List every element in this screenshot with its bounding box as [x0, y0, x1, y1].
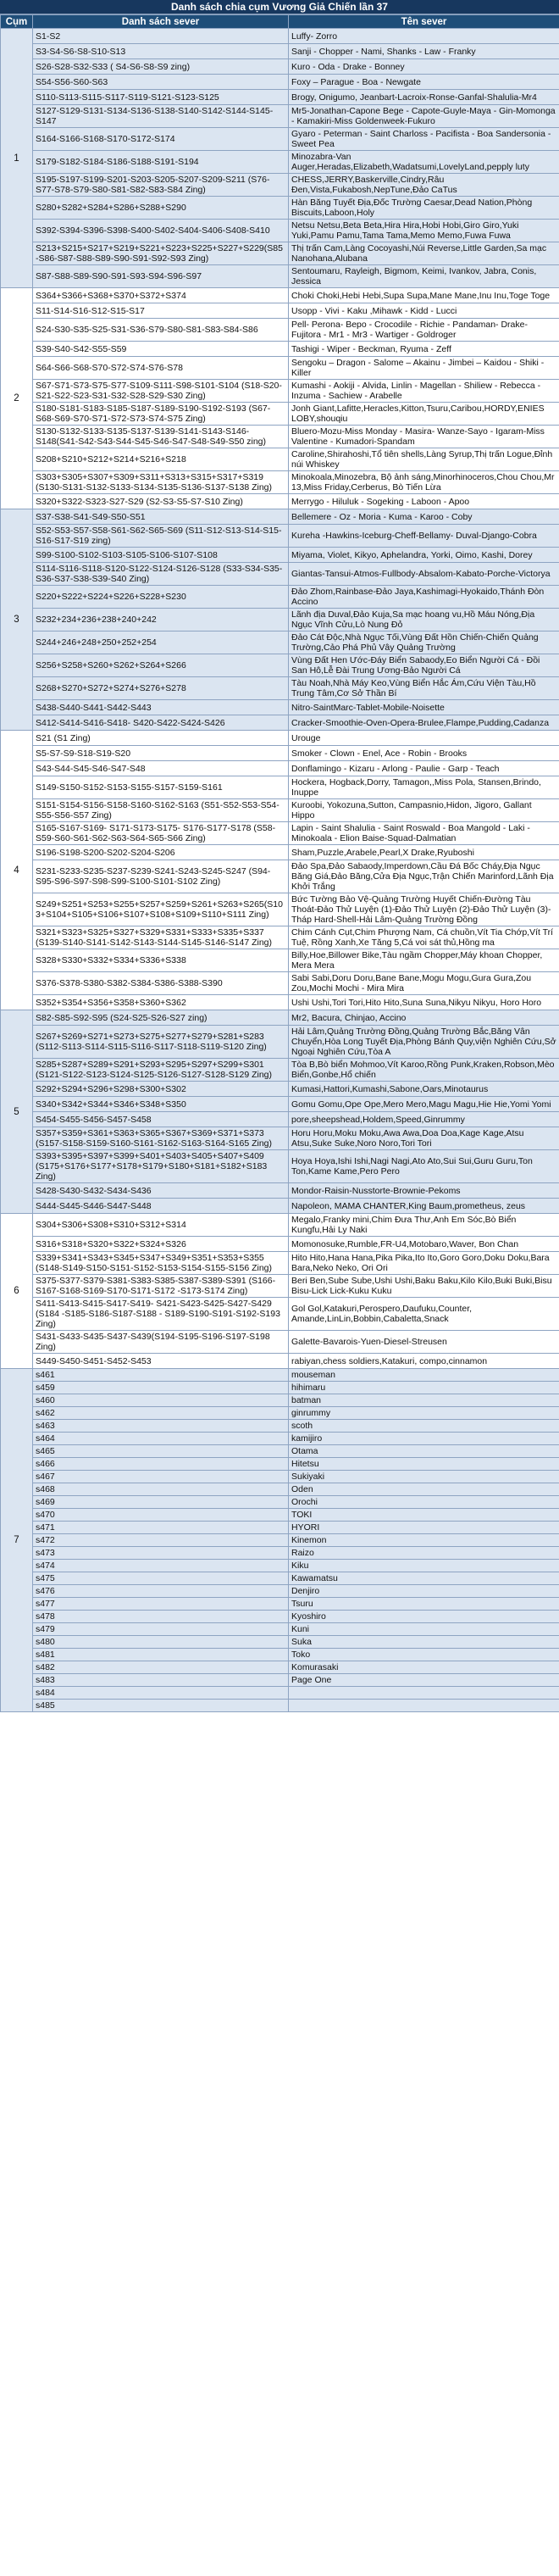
server-name-cell: Sengoku – Dragon - Salome – Akainu - Jimbei – Kaidou - Shiki - Killer — [289, 357, 559, 380]
server-list-cell: S114-S116-S118-S120-S122-S124-S126-S128 (S33-S34-S35-S36-S37-S38-S39-S40 Zing) — [33, 563, 289, 586]
server-list-cell: S54-S56-S60-S63 — [33, 75, 289, 90]
server-list-cell: S149-S150-S152-S153-S155-S157-S159-S161 — [33, 776, 289, 799]
table-row — [1, 1509, 559, 1522]
table-row — [1, 1275, 559, 1298]
server-name-cell: Tashigi - Wiper - Beckman, Ryuma - Zeff — [289, 342, 559, 357]
table-row — [1, 949, 559, 972]
server-list-cell: S256+S258+S260+S262+S264+S266 — [33, 654, 289, 677]
server-name-cell: Komurasaki — [289, 1661, 559, 1674]
server-name-cell: Chim Cánh Cụt,Chim Phượng Nam, Cá chuồn,Vít Tia Chớp,Vít Trí Tuệ, Rồng Xanh,Xe Tăng 5,Cá voi sát thủ,Hồng ma — [289, 926, 559, 949]
server-list-cell: S37-S38-S41-S49-S50-S51 — [33, 509, 289, 525]
header-servers: Danh sách sever — [33, 15, 289, 29]
table-row — [1, 319, 559, 342]
server-list-cell: S393+S395+S397+S399+S401+S403+S405+S407+S409 (S175+S176+S177+S178+S179+S180+S181+S182+S183 Zing) — [33, 1150, 289, 1183]
server-name-cell: Foxy – Parague - Boa - Newgate — [289, 75, 559, 90]
table-row — [1, 1636, 559, 1649]
server-list-cell: s475 — [33, 1572, 289, 1585]
server-list-cell: s459 — [33, 1382, 289, 1394]
server-name-cell: Horu Horu,Moku Moku,Awa Awa,Doa Doa,Kage Kage,Atsu Atsu,Suke Suke,Noro Noro,Tori Tori — [289, 1127, 559, 1150]
server-name-cell: Thị trấn Cam,Làng Cocoyashi,Núi Reverse,Little Garden,Sa mạc Nanohana,Alubana — [289, 242, 559, 265]
table-body — [1, 29, 559, 1712]
table-row — [1, 494, 559, 509]
server-list-cell: S411-S413-S415-S417-S419- S421-S423-S425-S427-S429 (S184 -S185-S186-S187-S188 - S189-S190-S191-S192-S193 Zing) — [33, 1298, 289, 1331]
table-row — [1, 972, 559, 995]
server-list-cell: s478 — [33, 1611, 289, 1623]
table-row — [1, 563, 559, 586]
server-name-cell: Hitetsu — [289, 1458, 559, 1471]
server-name-cell: Kuroobi, Yokozuna,Sutton, Campasnio,Hidon, Jigoro, Gallant Hippo — [289, 799, 559, 822]
table-row — [1, 1150, 559, 1183]
table-row — [1, 380, 559, 403]
server-list-cell: S5-S7-S9-S18-S19-S20 — [33, 746, 289, 761]
server-list-cell: S26-S28-S32-S33 ( S4-S6-S8-S9 zing) — [33, 59, 289, 75]
table-row — [1, 822, 559, 845]
cluster-number: 7 — [1, 1369, 33, 1712]
table-row — [1, 1369, 559, 1382]
server-list-cell: S316+S318+S320+S322+S324+S326 — [33, 1237, 289, 1252]
table-row — [1, 677, 559, 700]
header-names: Tên sever — [289, 15, 559, 29]
table-row — [1, 1199, 559, 1214]
server-name-cell: Kawamatsu — [289, 1572, 559, 1585]
table-row — [1, 715, 559, 731]
server-name-cell: Brogy, Onigumo, Jeanbart-Lacroix-Ronse-Ganfal-Shalulia-Mr4 — [289, 90, 559, 105]
server-list-cell: S340+S342+S344+S346+S348+S350 — [33, 1097, 289, 1112]
server-list-cell: S352+S354+S356+S358+S360+S362 — [33, 995, 289, 1010]
server-name-cell: Gol Gol,Katakuri,Perospero,Daufuku,Counter, Amande,LinLin,Bobbin,Cabaletta,Snack — [289, 1298, 559, 1331]
server-list-cell: s471 — [33, 1522, 289, 1534]
table-row — [1, 893, 559, 926]
server-list-cell: S267+S269+S271+S273+S275+S277+S279+S281+S283 (S112-S113-S114-S115-S116-S117-S118-S119-S120 Zing) — [33, 1026, 289, 1059]
server-list-cell: S213+S215+S217+S219+S221+S223+S225+S227+S229(S85-S86-S87-S88-S89-S90-S91-S92-S93 Zing) — [33, 242, 289, 265]
table-row — [1, 609, 559, 631]
server-name-cell: Page One — [289, 1674, 559, 1687]
server-name-cell: Minozabra-Van Auger,Heradas,Elizabeth,Wadatsumi,LovelyLand,pepply luty — [289, 151, 559, 174]
server-name-cell: Đảo Zhom,Rainbase-Đảo Jaya,Kashimagi-Hyokaido,Thánh Đòn Accino — [289, 586, 559, 609]
server-list-cell: S11-S14-S16-S12-S15-S17 — [33, 303, 289, 319]
table-row — [1, 1026, 559, 1059]
server-name-cell: Vùng Đất Hen Ước-Đáy Biển Sabaody,Eo Biển Người Cá - Đồi San Hô,Lễ Đài Trung Ương-Bảo Người Cá — [289, 654, 559, 677]
server-name-cell: pore,sheepshead,Holdem,Speed,Ginrummy — [289, 1112, 559, 1127]
server-list-cell: S21 (S1 Zing) — [33, 731, 289, 746]
table-row — [1, 471, 559, 494]
server-list-cell: S376-S378-S380-S382-S384-S386-S388-S390 — [33, 972, 289, 995]
server-name-cell: Jonh Giant,Lafitte,Heracles,Kitton,Tsuru,Caribou,HORDY,ENIES LOBY,shouqiu — [289, 403, 559, 426]
table-row — [1, 448, 559, 471]
table-row — [1, 1560, 559, 1572]
server-name-cell: Luffy- Zorro — [289, 29, 559, 44]
server-name-cell: Miyama, Violet, Kikyo, Aphelandra, Yorki, Oimo, Kashi, Dorey — [289, 548, 559, 563]
server-list-cell: S165-S167-S169- S171-S173-S175- S176-S177-S178 (S58-S59-S60-S61-S62-S63-S64-S65-S66 Zing) — [33, 822, 289, 845]
server-name-cell: Galette-Bavarois-Yuen-Diesel-Streusen — [289, 1331, 559, 1354]
server-name-cell: Đảo Cát Độc,Nhà Ngục Tối,Vùng Đất Hồn Chiến-Chiến Quảng Trường,Cảo Phá Phủ Vây Quảng Trường — [289, 631, 559, 654]
server-list-cell: S195-S197-S199-S201-S203-S205-S207-S209-S211 (S76-S77-S78-S79-S80-S81-S82-S83-S84 Zing) — [33, 174, 289, 197]
server-list-cell: s460 — [33, 1394, 289, 1407]
server-list-cell: S24-S30-S35-S25-S31-S36-S79-S80-S81-S83-S84-S86 — [33, 319, 289, 342]
server-name-cell: Minokoala,Minozebra, Bộ ảnh sáng,Minorhinoceros,Chou Chou,Mr 13,Miss Friday,Cerberus, Bò Tiến Lừa — [289, 471, 559, 494]
server-list-cell: S208+S210+S212+S214+S216+S218 — [33, 448, 289, 471]
table-row — [1, 761, 559, 776]
table-row — [1, 90, 559, 105]
server-name-cell: HYORI — [289, 1522, 559, 1534]
server-name-cell: TOKI — [289, 1509, 559, 1522]
server-name-cell: Tòa B,Bò biển Mohmoo,Vít Karoo,Rồng Punk,Kraken,Robson,Mèo Biển,Gonbe,Hổ chiến — [289, 1059, 559, 1082]
table-row — [1, 1496, 559, 1509]
cluster-number: 1 — [1, 29, 33, 288]
server-list-cell: S339+S341+S343+S345+S347+S349+S351+S353+S355 (S148-S149-S150-S151-S152-S153-S154-S155-S156 Zing) — [33, 1252, 289, 1275]
server-list-cell: s479 — [33, 1623, 289, 1636]
server-name-cell: Mr2, Bacura, Chinjao, Accino — [289, 1010, 559, 1026]
server-list-cell: S151-S154-S156-S158-S160-S162-S163 (S51-S52-S53-S54-S55-S56-S57 Zing) — [33, 799, 289, 822]
server-name-cell: Oden — [289, 1483, 559, 1496]
server-name-cell: Kumasi,Hattori,Kumashi,Sabone,Oars,Minotaurus — [289, 1082, 559, 1097]
table-row — [1, 860, 559, 893]
table-row — [1, 586, 559, 609]
server-list-cell: s476 — [33, 1585, 289, 1598]
table-row — [1, 75, 559, 90]
server-name-cell: Raizo — [289, 1547, 559, 1560]
server-list-cell: S164-S166-S168-S170-S172-S174 — [33, 128, 289, 151]
server-list-cell: S412-S414-S416-S418- S420-S422-S424-S426 — [33, 715, 289, 731]
table-row — [1, 1471, 559, 1483]
table-row — [1, 151, 559, 174]
table-row — [1, 1585, 559, 1598]
server-list-cell: S304+S306+S308+S310+S312+S314 — [33, 1214, 289, 1237]
server-name-cell: Gyaro - Peterman - Saint Charloss - Pacifista - Boa Sandersonia - Sweet Pea — [289, 128, 559, 151]
server-list-cell: S449-S450-S451-S452-S453 — [33, 1354, 289, 1369]
server-name-cell: Kuro - Oda - Drake - Bonney — [289, 59, 559, 75]
table-row — [1, 1394, 559, 1407]
server-name-cell: Suka — [289, 1636, 559, 1649]
server-list-cell: S285+S287+S289+S291+S293+S295+S297+S299+S301 (S121-S122-S123-S124-S125-S126-S127-S128-S129 Zing) — [33, 1059, 289, 1082]
table-row — [1, 845, 559, 860]
server-name-cell: scoth — [289, 1420, 559, 1433]
server-list-cell: s472 — [33, 1534, 289, 1547]
table-row — [1, 926, 559, 949]
table-row — [1, 403, 559, 426]
table-row — [1, 654, 559, 677]
server-name-cell: Sukiyaki — [289, 1471, 559, 1483]
table-row — [1, 426, 559, 448]
cluster-number: 5 — [1, 1010, 33, 1214]
table-row — [1, 731, 559, 746]
table-row — [1, 1572, 559, 1585]
table-row — [1, 1237, 559, 1252]
server-list-cell: S444-S445-S446-S447-S448 — [33, 1199, 289, 1214]
server-list-cell: S3-S4-S6-S8-S10-S13 — [33, 44, 289, 59]
server-name-cell: Beri Ben,Sube Sube,Ushi Ushi,Baku Baku,Kilo Kilo,Buki Buki,Bisu Bisu-Lick Lick-Kuku Kuku — [289, 1275, 559, 1298]
server-name-cell: Kumashi - Aokiji - Alvida, Linlin - Magellan - Shiliew - Rebecca - Inzuma - Sachiew - Arabelle — [289, 380, 559, 403]
server-name-cell: CHESS,JERRY,Baskerville,Cindry,Râu Đen,Vista,Fukabosh,NepTune,Đảo CaTus — [289, 174, 559, 197]
header-cluster: Cụm — [1, 15, 33, 29]
server-name-cell: Megalo,Franky mini,Chim Đưa Thư,Anh Em Sóc,Bò Biển Kungfu,Hải Ly Naki — [289, 1214, 559, 1237]
table-row — [1, 746, 559, 761]
server-list-cell: s467 — [33, 1471, 289, 1483]
table-row — [1, 1483, 559, 1496]
table-row — [1, 1331, 559, 1354]
server-name-cell: mouseman — [289, 1369, 559, 1382]
table-row — [1, 1112, 559, 1127]
server-name-cell: Toko — [289, 1649, 559, 1661]
table-row — [1, 995, 559, 1010]
server-list-cell: s483 — [33, 1674, 289, 1687]
server-name-cell: Denjiro — [289, 1585, 559, 1598]
table-row — [1, 1623, 559, 1636]
server-name-cell: Kiku — [289, 1560, 559, 1572]
table-row — [1, 357, 559, 380]
server-list-cell: S328+S330+S332+S334+S336+S338 — [33, 949, 289, 972]
server-list-cell: s481 — [33, 1649, 289, 1661]
server-list-cell: S220+S222+S224+S226+S228+S230 — [33, 586, 289, 609]
server-name-cell: Mr5-Jonathan-Capone Bege - Capote-Guyle-Maya - Gin-Momonga - Kamakiri-Miss Goldenweek-Fukuro — [289, 105, 559, 128]
server-list-cell: S454-S455-S456-S457-S458 — [33, 1112, 289, 1127]
table-row — [1, 44, 559, 59]
cluster-number: 3 — [1, 509, 33, 731]
table-row — [1, 220, 559, 242]
server-list-cell: S179-S182-S184-S186-S188-S191-S194 — [33, 151, 289, 174]
server-name-cell: Momonosuke,Rumble,FR-U4,Motobaro,Waver, Bon Chan — [289, 1237, 559, 1252]
cluster-table — [0, 14, 559, 1712]
server-name-cell: Sanji - Chopper - Nami, Shanks - Law - Franky — [289, 44, 559, 59]
table-row — [1, 1298, 559, 1331]
table-row — [1, 1214, 559, 1237]
server-list-cell: S280+S282+S284+S286+S288+S290 — [33, 197, 289, 220]
server-list-cell: s464 — [33, 1433, 289, 1445]
server-name-cell: Hito Hito,Hana Hana,Pika Pika,Ito Ito,Goro Goro,Doku Doku,Bara Bara,Neko Neko, Ori Ori — [289, 1252, 559, 1275]
server-list-cell: s477 — [33, 1598, 289, 1611]
server-list-cell: S1-S2 — [33, 29, 289, 44]
server-name-cell: Đảo Spa,Đảo Sabaody,Imperdown,Cầu Đá Bốc Cháy,Địa Ngục Băng Giá,Đảo Băng,Cửa Địa Ngục,Trận Chiến Marinford,Lãnh Địa Khởi Trắng — [289, 860, 559, 893]
header-row — [1, 15, 559, 29]
table-row — [1, 1420, 559, 1433]
server-name-cell: Orochi — [289, 1496, 559, 1509]
server-list-cell: S52-S53-S57-S58-S61-S62-S65-S69 (S11-S12-S13-S14-S15-S16-S17-S19 zing) — [33, 525, 289, 548]
server-name-cell: Bellemere - Oz - Moria - Kuma - Karoo - Coby — [289, 509, 559, 525]
cluster-number: 2 — [1, 288, 33, 509]
server-list-cell: S232+234+236+238+240+242 — [33, 609, 289, 631]
server-name-cell: kamijiro — [289, 1433, 559, 1445]
server-name-cell: ginrummy — [289, 1407, 559, 1420]
server-name-cell: Tàu Noah,Nhà Máy Keo,Vùng Biển Hắc Ám,Cứu Viện Tàu,Hồ Trung Tâm,Cơ Sở Thần Bí — [289, 677, 559, 700]
server-list-cell: S99-S100-S102-S103-S105-S106-S107-S108 — [33, 548, 289, 563]
server-list-cell: S249+S251+S253+S255+S257+S259+S261+S263+S265(S103+S104+S105+S106+S107+S108+S109+S110+S111 Zing) — [33, 893, 289, 926]
server-list-cell: S82-S85-S92-S95 (S24-S25-S26-S27 zing) — [33, 1010, 289, 1026]
table-row — [1, 1433, 559, 1445]
page-title: Danh sách chia cụm Vương Giả Chiến lần 37 — [0, 0, 559, 14]
table-row — [1, 59, 559, 75]
table-row — [1, 288, 559, 303]
table-row — [1, 631, 559, 654]
server-name-cell: Kyoshiro — [289, 1611, 559, 1623]
server-name-cell: Bức Tường Bảo Vệ-Quảng Trường Huyết Chiến-Đường Tàu Thoát-Đảo Thử Luyện (1)-Đảo Thử Luyện (2)-Đảo Thử Luyện (3)-Tháp Hard-Shell-Hải Lâm-Quảng Trường Đồng — [289, 893, 559, 926]
server-name-cell: Merrygo - Hiluluk - Sogeking - Laboon - Apoo — [289, 494, 559, 509]
table-row — [1, 776, 559, 799]
table-row — [1, 1687, 559, 1700]
table-row — [1, 1674, 559, 1687]
table-row — [1, 700, 559, 715]
cluster-number: 4 — [1, 731, 33, 1010]
server-name-cell: Kuni — [289, 1623, 559, 1636]
server-name-cell — [289, 1700, 559, 1712]
table-row — [1, 1534, 559, 1547]
server-list-cell: s473 — [33, 1547, 289, 1560]
server-list-cell: s469 — [33, 1496, 289, 1509]
table-row — [1, 1082, 559, 1097]
server-list-cell: S127-S129-S131-S134-S136-S138-S140-S142-S144-S145-S147 — [33, 105, 289, 128]
server-name-cell: Usopp - Vivi - Kaku ,Mihawk - Kidd - Lucci — [289, 303, 559, 319]
table-row — [1, 29, 559, 44]
table-row — [1, 1661, 559, 1674]
server-name-cell: Kureha -Hawkins-Iceburg-Cheff-Bellamy- Duval-Django-Cobra — [289, 525, 559, 548]
server-list-cell: S428-S430-S432-S434-S436 — [33, 1183, 289, 1199]
server-list-cell: s468 — [33, 1483, 289, 1496]
table-row — [1, 265, 559, 288]
server-list-cell: s462 — [33, 1407, 289, 1420]
server-name-cell: Pell- Perona- Bepo - Crocodile - Richie - Pandaman- Drake-Fujitora - Mr1 - Mr3 - Wartiger - Goldroger — [289, 319, 559, 342]
table-row — [1, 242, 559, 265]
server-list-cell: s466 — [33, 1458, 289, 1471]
server-name-cell: Giantas-Tansui-Atmos-Fullbody-Absalom-Kabato-Porche-Victorya — [289, 563, 559, 586]
cluster-number: 6 — [1, 1214, 33, 1369]
server-name-cell: Nitro-SaintMarc-Tablet-Mobile-Noisette — [289, 700, 559, 715]
server-list-cell: S64-S66-S68-S70-S72-S74-S76-S78 — [33, 357, 289, 380]
server-list-cell: s465 — [33, 1445, 289, 1458]
table-row — [1, 128, 559, 151]
table-row — [1, 174, 559, 197]
server-name-cell: Tsuru — [289, 1598, 559, 1611]
table-row — [1, 509, 559, 525]
server-name-cell: Caroline,Shirahoshi,Tổ tiên shells,Làng Syrup,Thị trấn Logue,Đỉnh núi Whiskey — [289, 448, 559, 471]
table-row — [1, 548, 559, 563]
server-name-cell: Sentoumaru, Rayleigh, Bigmom, Keimi, Ivankov, Jabra, Conis, Jessica — [289, 265, 559, 288]
table-row — [1, 1382, 559, 1394]
server-list-cell: S196-S198-S200-S202-S204-S206 — [33, 845, 289, 860]
server-list-cell: s485 — [33, 1700, 289, 1712]
server-name-cell: Lapin - Saint Shalulia - Saint Roswald - Boa Mangold - Laki - Minokoala - Elion Baise-Squad-Dalmatian — [289, 822, 559, 845]
table-row — [1, 1598, 559, 1611]
table-row — [1, 1059, 559, 1082]
server-name-cell: Netsu Netsu,Beta Beta,Hira Hira,Hobi Hobi,Giro Giro,Yuki Yuki,Pamu Pamu,Tama Tama,Memo Memo,Fuwa Fuwa — [289, 220, 559, 242]
table-row — [1, 1252, 559, 1275]
server-name-cell: Otama — [289, 1445, 559, 1458]
server-name-cell: Cracker-Smoothie-Oven-Opera-Brulee,Flampe,Pudding,Cadanza — [289, 715, 559, 731]
table-row — [1, 1445, 559, 1458]
server-list-cell: S438-S440-S441-S442-S443 — [33, 700, 289, 715]
table-row — [1, 1010, 559, 1026]
table-row — [1, 1700, 559, 1712]
table-row — [1, 799, 559, 822]
server-list-cell: S87-S88-S89-S90-S91-S93-S94-S96-S97 — [33, 265, 289, 288]
server-list-cell: S244+246+248+250+252+254 — [33, 631, 289, 654]
table-row — [1, 525, 559, 548]
server-name-cell: Hockera, Hogback,Dorry, Tamagon,,Miss Pola, Stansen,Brindo, Inuppe — [289, 776, 559, 799]
table-row — [1, 1611, 559, 1623]
server-list-cell: S268+S270+S272+S274+S276+S278 — [33, 677, 289, 700]
server-list-cell: S321+S323+S325+S327+S329+S331+S333+S335+S337 (S139-S140-S141-S142-S143-S144-S145-S146-S147 Zing) — [33, 926, 289, 949]
table-row — [1, 1183, 559, 1199]
server-list-cell: S180-S181-S183-S185-S187-S189-S190-S192-S193 (S67-S68-S69-S70-S71-S72-S73-S74-S75 Zing) — [33, 403, 289, 426]
server-name-cell: Donflamingo - Kizaru - Arlong - Paulie - Garp - Teach — [289, 761, 559, 776]
server-list-cell: S375-S377-S379-S381-S383-S385-S387-S389-S391 (S166-S167-S168-S169-S170-S171-S172 -S173-S174 Zing) — [33, 1275, 289, 1298]
server-name-cell: Ushi Ushi,Tori Tori,Hito Hito,Suna Suna,Nikyu Nikyu, Horo Horo — [289, 995, 559, 1010]
server-list-cell: s463 — [33, 1420, 289, 1433]
server-name-cell: rabiyan,chess soldiers,Katakuri, compo,cinnamon — [289, 1354, 559, 1369]
server-list-cell: S39-S40-S42-S55-S59 — [33, 342, 289, 357]
server-name-cell: Kinemon — [289, 1534, 559, 1547]
table-row — [1, 303, 559, 319]
server-list-cell: S67-S71-S73-S75-S77-S109-S111-S98-S101-S104 (S18-S20-S21-S22-S23-S31-S32-S28-S29-S30 Zing) — [33, 380, 289, 403]
server-name-cell: Billy,Hoe,Billower Bike,Tàu ngầm Chopper,Máy khoan Chopper, Mera Mera — [289, 949, 559, 972]
server-name-cell: batman — [289, 1394, 559, 1407]
server-list-cell: s484 — [33, 1687, 289, 1700]
server-name-cell — [289, 1687, 559, 1700]
server-list-cell: S303+S305+S307+S309+S311+S313+S315+S317+S319 (S130-S131-S132-S133-S134-S135-S136-S137-S138 Zing) — [33, 471, 289, 494]
server-list-cell: s480 — [33, 1636, 289, 1649]
server-name-cell: Sabi Sabi,Doru Doru,Bane Bane,Mogu Mogu,Gura Gura,Zou Zou,Mochi Mochi - Mira Mira — [289, 972, 559, 995]
server-name-cell: Bluero-Mozu-Miss Monday - Masira- Wanze-Sayo - Igaram-Miss Valentine - Kumadori-Spandam — [289, 426, 559, 448]
server-name-cell: Choki Choki,Hebi Hebi,Supa Supa,Mane Mane,Inu Inu,Toge Toge — [289, 288, 559, 303]
server-name-cell: Mondor-Raisin-Nusstorte-Brownie-Pekoms — [289, 1183, 559, 1199]
server-list-cell: s482 — [33, 1661, 289, 1674]
server-list-cell: S431-S433-S435-S437-S439(S194-S195-S196-S197-S198 Zing) — [33, 1331, 289, 1354]
server-list-cell: S110-S113-S115-S117-S119-S121-S123-S125 — [33, 90, 289, 105]
server-list-cell: S320+S322-S323-S27-S29 (S2-S3-S5-S7-S10 Zing) — [33, 494, 289, 509]
server-name-cell: Gomu Gomu,Ope Ope,Mero Mero,Magu Magu,Hie Hie,Yomi Yomi — [289, 1097, 559, 1112]
server-name-cell: Sham,Puzzle,Arabele,Pearl,X Drake,Ryuboshi — [289, 845, 559, 860]
server-name-cell: Hải Lâm,Quảng Trường Đồng,Quảng Trường Bắc,Băng Vân Chuyển,Hòa Long Tuyết Địa,Phòng Bánh Quy,viện Nghiên Cứu,Sở Ngoại Nghiên Cứu,Tòa A — [289, 1026, 559, 1059]
server-list-cell: s474 — [33, 1560, 289, 1572]
server-name-cell: Smoker - Clown - Enel, Ace - Robin - Brooks — [289, 746, 559, 761]
server-name-cell: Napoleon, MAMA CHANTER,King Baum,prometheus, zeus — [289, 1199, 559, 1214]
server-list-cell: s461 — [33, 1369, 289, 1382]
table-row — [1, 1097, 559, 1112]
server-list-cell: S292+S294+S296+S298+S300+S302 — [33, 1082, 289, 1097]
server-list-cell: S43-S44-S45-S46-S47-S48 — [33, 761, 289, 776]
server-list-cell: S130-S132-S133-S135-S137-S139-S141-S143-S146-S148(S41-S42-S43-S44-S45-S46-S47-S48-S49-S50 zing) — [33, 426, 289, 448]
server-name-cell: Hàn Băng Tuyết Địa,Đốc Trường Caesar,Dead Nation,Phòng Biscuits,Laboon,Holy — [289, 197, 559, 220]
server-name-cell: hihimaru — [289, 1382, 559, 1394]
table-row — [1, 1127, 559, 1150]
table-row — [1, 342, 559, 357]
table-row — [1, 1458, 559, 1471]
server-name-cell: Hoya Hoya,Ishi Ishi,Nagi Nagi,Ato Ato,Sui Sui,Guru Guru,Ton Ton,Kame Kame,Pero Pero — [289, 1150, 559, 1183]
server-list-cell: S357+S359+S361+S363+S365+S367+S369+S371+S373 (S157-S158-S159-S160-S161-S162-S163-S164-S165 Zing) — [33, 1127, 289, 1150]
table-row — [1, 1547, 559, 1560]
server-name-cell: Urouge — [289, 731, 559, 746]
table-row — [1, 1354, 559, 1369]
server-list-cell: S231-S233-S235-S237-S239-S241-S243-S245-S247 (S94-S95-S96-S97-S98-S99-S100-S101-S102 Zing) — [33, 860, 289, 893]
server-list-cell: s470 — [33, 1509, 289, 1522]
table-row — [1, 197, 559, 220]
server-name-cell: Lãnh địa Duval,Đảo Kuja,Sa mạc hoang vu,Hồ Máu Nóng,Địa Ngục Vĩnh Cửu,Lò Nung Đỏ — [289, 609, 559, 631]
server-list-cell: S392-S394-S396-S398-S400-S402-S404-S406-S408-S410 — [33, 220, 289, 242]
server-list-cell: S364+S366+S368+S370+S372+S374 — [33, 288, 289, 303]
table-row — [1, 1649, 559, 1661]
table-row — [1, 1407, 559, 1420]
table-row — [1, 1522, 559, 1534]
table-row — [1, 105, 559, 128]
